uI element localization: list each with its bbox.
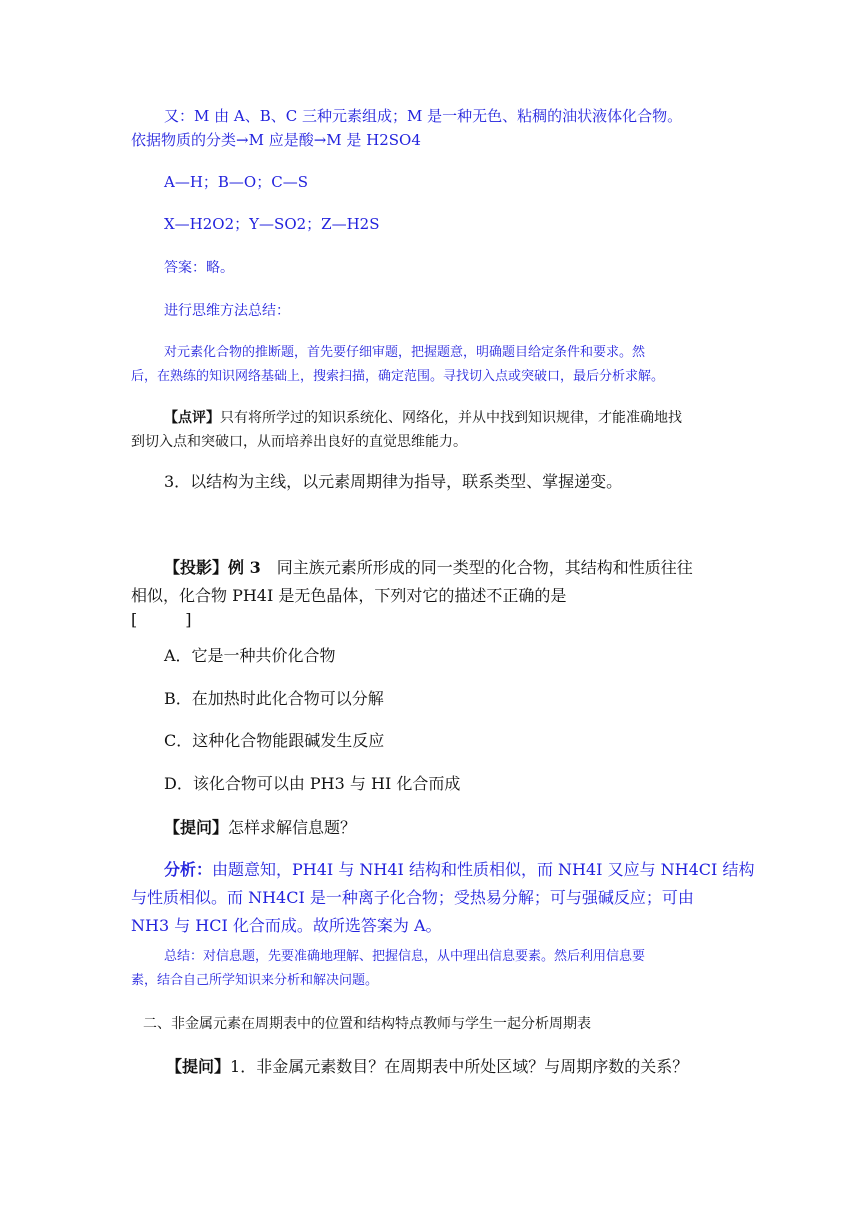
comment-tag: 【点评】 <box>164 410 220 426</box>
paragraph-method-summary <box>131 341 731 389</box>
text-line: 总结：对信息题，先要准确地理解、把握信息，从中理出信息要素。然后利用信息要 <box>164 949 646 964</box>
analysis-tag: 分析： <box>164 860 213 879</box>
text-line: 素，结合自己所学知识来分析和解决问题。 <box>131 973 379 988</box>
answer-bracket: [ ] <box>131 610 192 629</box>
section-heading-nonmetal: 二、非金属元素在周期表中的位置和结构特点教师与学生一起分析周期表 <box>143 1016 591 1032</box>
text-line: 对元素化合物的推断题，首先要仔细审题，把握题意，明确题目给定条件和要求。然 <box>164 345 646 360</box>
option-d: D．该化合物可以由 PH3 与 HI 化合而成 <box>164 774 461 793</box>
text-line: 与性质相似。而 NH4CI 是一种离子化合物；受热易分解；可与强碱反应；可由 <box>131 888 694 907</box>
paragraph-xyz-compounds: X—H2O2；Y—SO2；Z—H2S <box>164 215 380 233</box>
text-line: 同主族元素所形成的同一类型的化合物，其结构和性质往往 <box>260 558 693 577</box>
paragraph-example-3 <box>131 554 731 630</box>
paragraph-analysis <box>131 856 755 940</box>
text-line: 到切入点和突破口，从而培养出良好的直觉思维能力。 <box>131 434 467 450</box>
text-line: 相似，化合物 PH4I 是无色晶体，下列对它的描述不正确的是 <box>131 586 567 605</box>
question-text: 1．非金属元素数目？在周期表中所处区域？与周期序数的关系？ <box>230 1057 689 1076</box>
paragraph-answer: 答案：略。 <box>164 260 234 276</box>
question-text: 怎样求解信息题？ <box>228 818 357 837</box>
text-line: NH3 与 HCI 化合而成。故所选答案为 A。 <box>131 916 442 935</box>
projection-tag: 【投影】 <box>164 558 229 577</box>
example-label: 例 3 <box>228 558 261 577</box>
question-nonmetal-count <box>166 1053 766 1081</box>
paragraph-comment <box>131 406 731 454</box>
text-line: 依据物质的分类→M 应是酸→M 是 H2SO4 <box>131 131 421 149</box>
paragraph-abc-elements: A—H；B—O；C—S <box>164 173 308 191</box>
text-line: 又：M 由 A、B、C 三种元素组成；M 是一种无色、粘稠的油状液体化合物。 <box>164 107 683 125</box>
paragraph-m-composition <box>131 104 731 152</box>
paragraph-summary <box>131 945 731 993</box>
question-tag: 【提问】 <box>164 818 229 837</box>
option-a: A．它是一种共价化合物 <box>164 646 336 665</box>
option-b: B．在加热时此化合物可以分解 <box>164 689 384 708</box>
text-line: 只有将所学过的知识系统化、网络化，并从中找到知识规律，才能准确地找 <box>220 410 682 426</box>
paragraph-method-summary-heading: 进行思维方法总结： <box>164 303 290 319</box>
paragraph-point-3: 3．以结构为主线，以元素周期律为指导，联系类型、掌握递变。 <box>164 472 623 491</box>
text-line: 后，在熟练的知识网络基础上，搜索扫描，确定范围。寻找切入点或突破口，最后分析求解。 <box>131 369 665 384</box>
question-how-to-solve <box>131 814 731 842</box>
option-c: C．这种化合物能跟碱发生反应 <box>164 731 385 750</box>
text-line: 由题意知，PH4I 与 NH4I 结构和性质相似，而 NH4I 又应与 NH4CI 结构 <box>212 860 755 879</box>
question-tag: 【提问】 <box>166 1057 231 1076</box>
